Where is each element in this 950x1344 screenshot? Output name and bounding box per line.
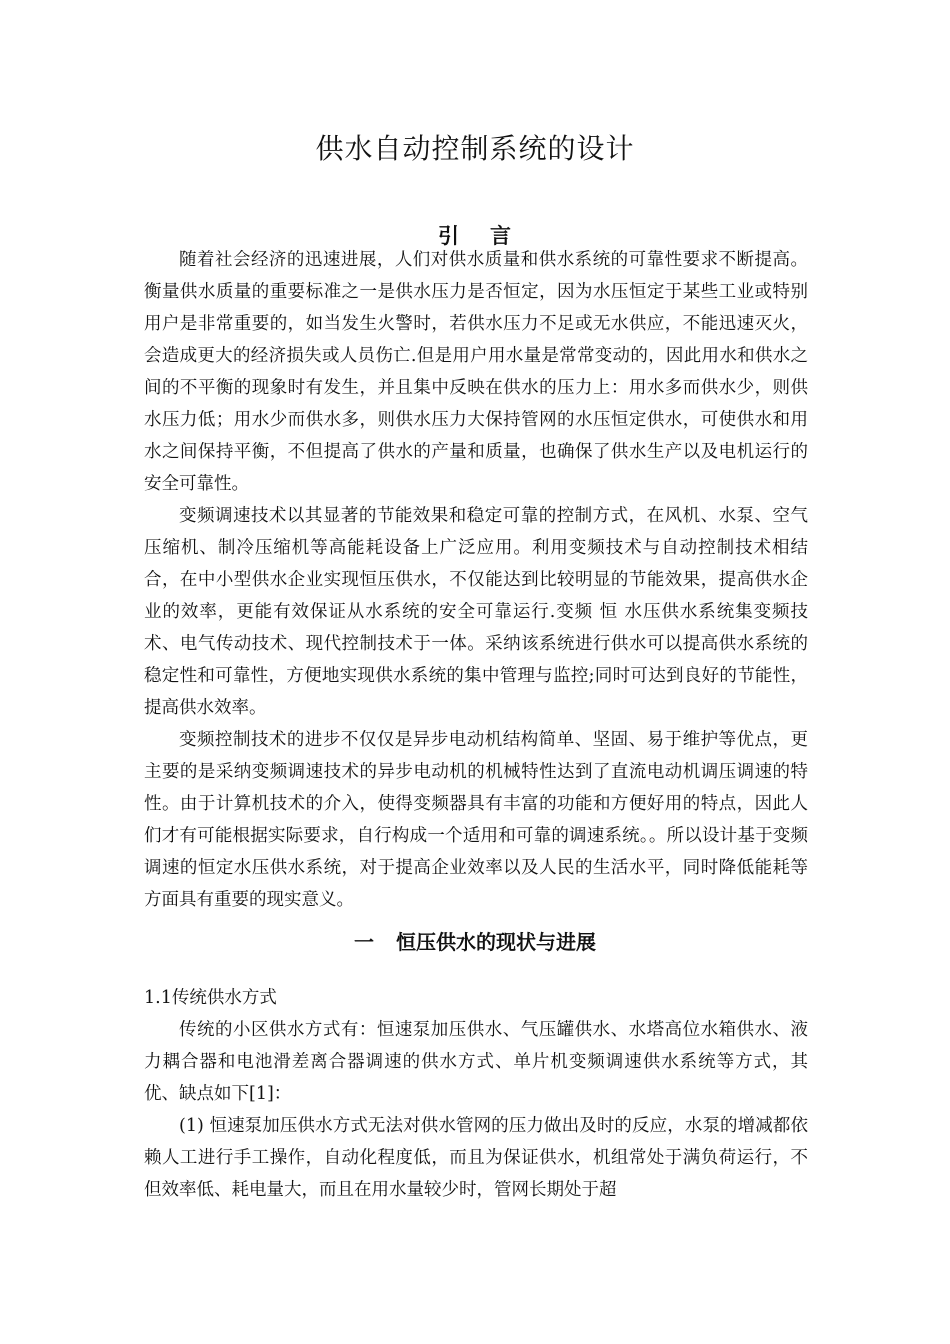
intro-body: [144, 244, 808, 916]
section-1-body: [144, 1014, 808, 1206]
intro-heading-char-2: 言: [490, 224, 512, 248]
section-1-paragraph-1: 传统的小区供水方式有：恒速泵加压供水、气压罐供水、水塔高位水箱供水、液力耦合器和电池滑差离合器调速的供水方式、单片机变频调速供水系统等方式，其优、缺点如下[1]：: [144, 1020, 808, 1104]
intro-heading-char-1: 引: [438, 224, 460, 248]
section-1-paragraph-2: (1) 恒速泵加压供水方式无法对供水管网的压力做出及时的反应，水泵的增减都依赖人工进行手工操作，自动化程度低，而且为保证供水，机组常处于满负荷运行，不但效率低、耗电量大，而且在用水量较少时，管网长期处于超: [144, 1116, 808, 1200]
subsection-1-1-heading: 1.1传统供水方式: [144, 988, 277, 1008]
intro-paragraph-2: 变频调速技术以其显著的节能效果和稳定可靠的控制方式，在风机、水泵、空气压缩机、制冷压缩机等高能耗设备上广泛应用。利用变频技术与自动控制技术相结合，在中小型供水企业实现恒压供水，不仅能达到比较明显的节能效果，提高供水企业的效率，更能有效保证从水系统的安全可靠运行.变频 恒 水压供水系统集变频技术、电气传动技术、现代控制技术于一体。采纳该系统进行供水可以提高供水系统的稳定性和可靠性，方便地实现供水系统的集中管理与监控;同时可达到良好的节能性，提高供水效率。: [144, 506, 808, 718]
document-title: 供水自动控制系统的设计: [315, 132, 635, 165]
section-1-heading: [0, 928, 950, 956]
intro-paragraph-3: 变频控制技术的进步不仅仅是异步电动机结构简单、坚固、易于维护等优点，更主要的是采纳变频调速技术的异步电动机的机械特性达到了直流电动机调压调速的特性。由于计算机技术的介入，使得变频器具有丰富的功能和方便好用的特点，因此人们才有可能根据实际要求，自行构成一个适用和可靠的调速系统。。所以设计基于变频调速的恒定水压供水系统，对于提高企业效率以及人民的生活水平，同时降低能耗等方面具有重要的现实意义。: [144, 730, 808, 910]
section-1-title: 恒压供水的现状与进展: [396, 930, 596, 954]
intro-paragraph-1: 随着社会经济的迅速进展，人们对供水质量和供水系统的可靠性要求不断提高。衡量供水质量的重要标准之一是供水压力是否恒定，因为水压恒定于某些工业或特别用户是非常重要的，如当发生火警时，若供水压力不足或无水供应，不能迅速灭火，会造成更大的经济损失或人员伤亡.但是用户用水量是常常变动的，因此用水和供水之间的不平衡的现象时有发生，并且集中反映在供水的压力上：用水多而供水少，则供水压力低；用水少而供水多，则供水压力大保持管网的水压恒定供水，可使供水和用水之间保持平衡，不但提高了供水的产量和质量，也确保了供水生产以及电机运行的安全可靠性。: [144, 250, 808, 494]
section-1-number: 一: [354, 930, 374, 954]
